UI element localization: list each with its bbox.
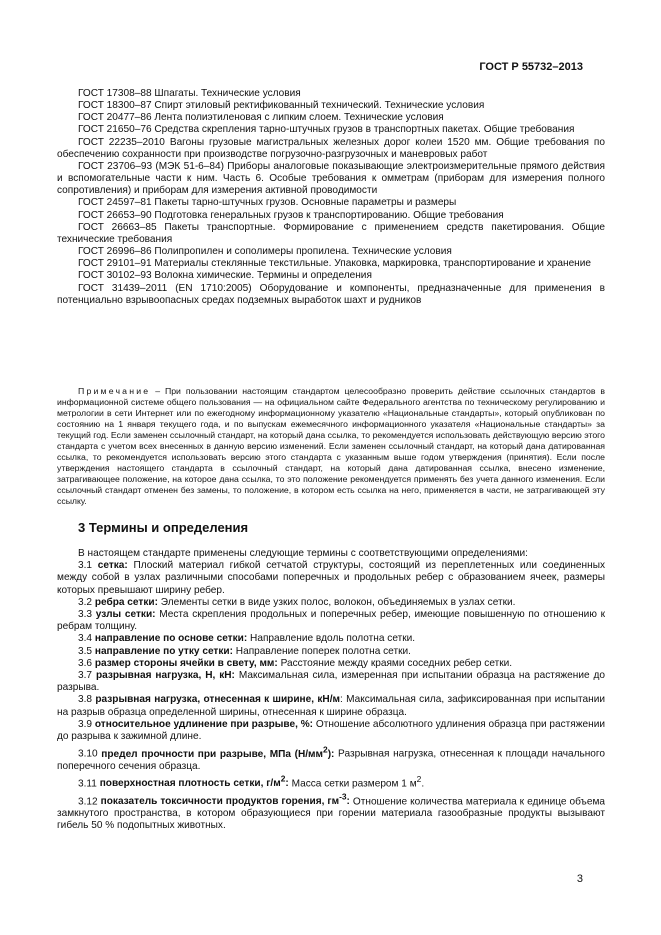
term-number: 3.1 (78, 560, 98, 572)
terms-list (57, 548, 605, 833)
term-number: 3.11 (78, 778, 100, 790)
term-name: разрывная нагрузка, отнесенная к ширине, кН/м (95, 694, 340, 706)
normative-references-list (57, 88, 605, 307)
term-number: 3.9 (78, 718, 95, 730)
reference-item: ГОСТ 20477–86 Лента полиэтиленовая с липким слоем. Технические условия (78, 112, 444, 124)
term-definition: Плоский материал гибкой сетчатой структуры, состоящий из переплетенных или соединенных между собой в узлах различными способами поперечных и продольных ребер с образованием ячеек, размеры которых превышают ширину ребер. (57, 560, 605, 596)
term-name: узлы сетки: (95, 609, 156, 621)
term-number: 3.4 (78, 633, 95, 645)
term-number: 3.8 (78, 694, 96, 706)
term-number: 3.3 (78, 609, 96, 621)
term-name: относительное удлинение при разрыве, %: (94, 718, 314, 730)
reference-item: ГОСТ 26996–86 Полипропилен и сополимеры пропилена. Технические условия (78, 246, 452, 258)
term-name-part: показатель токсичности продуктов горения, гм (100, 795, 340, 807)
term-name (101, 744, 335, 760)
term-number: 3.10 (78, 748, 102, 760)
term-name: размер стороны ячейки в свету, мм: (94, 657, 278, 669)
term-item (57, 694, 605, 718)
term-name-part: предел прочности при разрыве, МПа (Н/мм (101, 748, 323, 760)
term-name (99, 774, 289, 790)
term-definition: Элементы сетки в виде узких полос, волокон, объединяемых в узлах сетки. (157, 596, 516, 608)
term-name-part: : (285, 778, 289, 790)
term-definition: Максимальная сила, измеренная при испытании образца на растяжение до разрыва. (57, 670, 605, 694)
term-number: 3.2 (78, 596, 95, 608)
term-item (57, 609, 605, 633)
term-item (57, 773, 605, 791)
term-item (57, 633, 605, 645)
term-definition: : Максимальная сила, зафиксированная при испытании на разрыв образца определенной ширины, отнесенная к ширине образца. (57, 694, 605, 718)
superscript: 2 (323, 744, 328, 755)
superscript: 2 (280, 774, 286, 785)
term-item (57, 719, 605, 743)
term-name-part: поверхностная плотность сетки, г/м (99, 778, 281, 790)
reference-item: ГОСТ 30102–93 Волокна химические. Термины и определения (78, 270, 372, 282)
term-item (57, 743, 605, 773)
term-item (57, 597, 605, 609)
section-title: 3 Термины и определения (78, 520, 249, 535)
term-name: направление по утку сетки: (94, 645, 233, 657)
reference-item: ГОСТ 31439–2011 (EN 1710:2005) Оборудование и компоненты, предназначенные для применения в потенциально взрывоопасных средах подземных выработок шахт и рудников (57, 282, 605, 306)
term-definition: Отношение количества материала к единице объема замкнутого пространства, в котором образующиеся при горении материала газообразные продукты вызывают гибель 50 % подопытных животных. (57, 795, 605, 832)
term-number: 3.6 (78, 657, 95, 669)
reference-item: ГОСТ 22235–2010 Вагоны грузовые магистральных железных дорог колеи 1520 мм. Общие требования по обеспечению сохранности при производстве погрузочно-разгрузочных и маневровых работ (57, 136, 605, 160)
reference-item: ГОСТ 17308–88 Шпагаты. Технические условия (78, 88, 301, 99)
document-header: ГОСТ Р 55732–2013 (479, 61, 583, 73)
term-name: ребра сетки: (94, 596, 158, 608)
term-name (100, 791, 350, 807)
note-text: – При пользовании настоящим стандартом целесообразно проверить действие ссылочных стандартов в информационной системе общего пользования — на официальном сайте Федерального агентства по техническому регулированию и метрологии в сети Интернет или по ежегодному информационному указателю «Национальные стандарты», который опубликован по состоянию на 1 января текущего года, и по выпускам ежемесячного информационного указателя «Национальные стандарты» за текущий год. Если заменен ссылочный стандарт, на который дана ссылка, то рекомендуется использовать действующую версию этого стандарта с учетом всех внесенных в данную версию изменений. Если заменен ссылочный стандарт, на который дана датированная ссылка, то рекомендуется использовать версию этого стандарта с указанным выше годом утверждения (принятия). Если после утверждения настоящего стандарта в ссылочный стандарт, на который дана датированная ссылка, внесено изменение, затрагивающее положение, на которое дана ссылка, то это положение рекомендуется применять без учета данного изменения. Если ссылочный стандарт отменен без замены, то положение, в котором есть ссылка на него, применяется в части, не затрагивающей эту ссылку. (57, 386, 605, 506)
reference-item: ГОСТ 29101–91 Материалы стеклянные текстильные. Упаковка, маркировка, транспортирование и хранение (78, 258, 592, 270)
term-number: 3.5 (78, 645, 95, 657)
term-item (57, 791, 605, 833)
terms-intro: В настоящем стандарте применены следующие термины с соответствующими определениями: (78, 548, 528, 559)
reference-item: ГОСТ 24597–81 Пакеты тарно-штучных грузов. Основные параметры и размеры (78, 197, 457, 209)
reference-item: ГОСТ 18300–87 Спирт этиловый ректификованный технический. Технические условия (78, 100, 485, 112)
note-paragraph (57, 386, 605, 506)
term-item (57, 560, 605, 597)
term-definition: Направление вдоль полотна сетки. (247, 633, 416, 645)
term-name-part: : (346, 795, 350, 807)
term-definition: Расстояние между краями соседних ребер сетки. (277, 657, 513, 669)
term-name-part: ): (327, 748, 335, 760)
term-item (57, 658, 605, 670)
term-number: 3.12 (78, 795, 101, 807)
term-name: разрывная нагрузка, Н, кН: (95, 670, 235, 682)
reference-item: ГОСТ 21650–76 Средства скрепления тарно-штучных грузов в транспортных пакетах. Общие требования (78, 124, 575, 136)
reference-item: ГОСТ 23706–93 (МЭК 51-6–84) Приборы аналоговые показывающие электроизмерительные прямого действия и вспомогательные части к ним. Часть 6. Особые требования к омметрам (приборам для измерения полного сопротивления) и приборам для измерения активной проводимости (57, 160, 605, 197)
term-name: направление по основе сетки: (94, 633, 248, 645)
superscript: -3 (339, 791, 347, 802)
term-definition: Масса сетки размером 1 м (288, 778, 417, 790)
note-label: Примечание (78, 386, 151, 396)
term-definition: . (421, 778, 425, 790)
term-number: 3.7 (78, 670, 96, 682)
note-block (57, 386, 605, 506)
reference-item: ГОСТ 26653–90 Подготовка генеральных грузов к транспортированию. Общие требования (78, 209, 504, 221)
term-definition: Разрывная нагрузка, отнесенная к площади начального поперечного сечения образца. (57, 748, 605, 772)
term-definition: Отношение абсолютного удлинения образца при растяжении до разрыва к зажимной длине. (57, 718, 605, 743)
page-number: 3 (576, 873, 583, 885)
superscript: 2 (416, 774, 422, 785)
term-item (57, 670, 605, 694)
term-definition: Направление поперек полотна сетки. (233, 645, 411, 657)
term-name: сетка: (97, 560, 128, 572)
term-definition: Места скрепления продольных и поперечных ребер, имеющие повышенную по отношению к ребрам толщину. (57, 609, 606, 633)
term-item (57, 646, 605, 658)
reference-item: ГОСТ 26663–85 Пакеты транспортные. Формирование с применением средств пакетирования. Общие технические требования (57, 221, 605, 245)
